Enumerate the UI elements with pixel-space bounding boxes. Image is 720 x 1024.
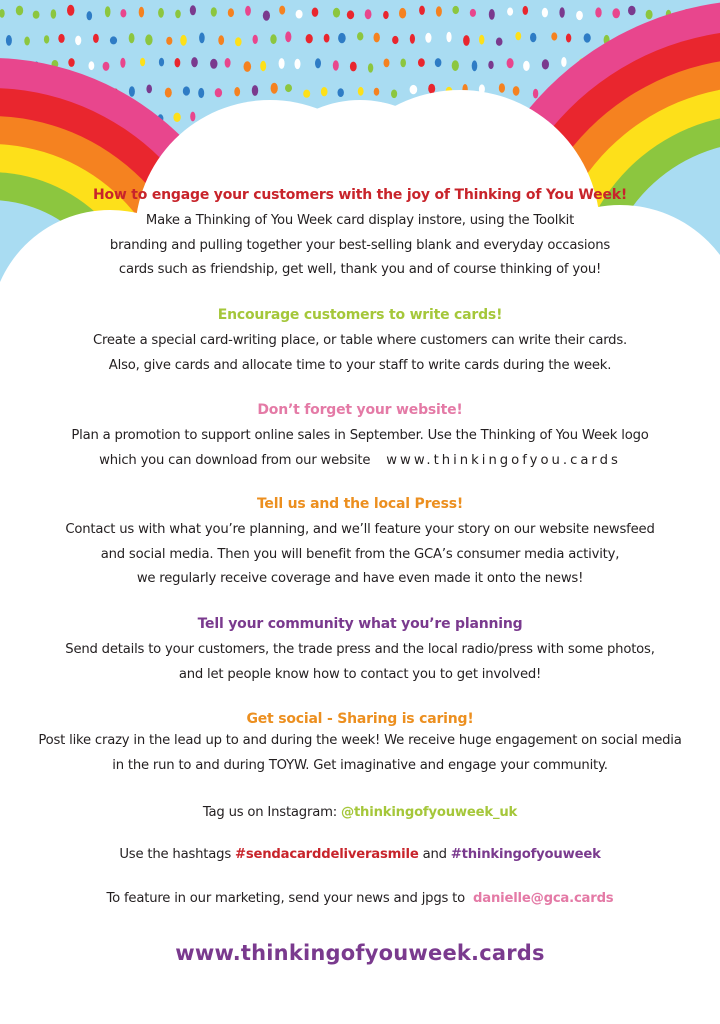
section-heading: Encourage customers to write cards! xyxy=(217,307,503,323)
body-line: cards such as friendship, get well, thank you and of course thinking of you! xyxy=(118,262,602,277)
body-line: Plan a promotion to support online sales in September. Use the Thinking of You Week logo xyxy=(71,428,649,443)
section-body xyxy=(20,518,700,592)
section-heading: How to engage your customers with the joy of Thinking of You Week! xyxy=(92,187,628,203)
hashtag-thinkingofyouweek[interactable]: #thinkingofyouweek xyxy=(450,847,601,862)
feature-prefix: To feature in our marketing, send your news and jpgs to xyxy=(106,891,466,906)
instagram-prefix: Tag us on Instagram: xyxy=(202,805,337,820)
section-heading: Get social - Sharing is caring! xyxy=(246,711,474,727)
section-social xyxy=(20,711,700,778)
body-line: and let people know how to contact you to get involved! xyxy=(178,666,542,682)
hashtags-prefix: Use the hashtags xyxy=(119,847,231,862)
section-body xyxy=(20,638,700,687)
section-body xyxy=(20,209,700,283)
body-line-text: which you can download from our website xyxy=(99,452,371,468)
section-community xyxy=(20,616,700,687)
website-link[interactable]: www.thinkingofyou.cards xyxy=(386,452,621,468)
section-website xyxy=(20,402,700,473)
section-press xyxy=(20,496,700,592)
instagram-line xyxy=(20,801,700,826)
section-body xyxy=(20,424,700,473)
section-engage xyxy=(20,187,700,283)
hashtags-joiner: and xyxy=(422,847,447,862)
feature-line xyxy=(20,887,700,912)
hashtags-line xyxy=(20,843,700,868)
body-line: we regularly receive coverage and have even made it onto the news! xyxy=(136,571,584,586)
body-line: Create a special card-writing place, or table where customers can write their cards. xyxy=(92,333,628,348)
body-line: Make a Thinking of You Week card display instore, using the Toolkit xyxy=(145,213,575,228)
body-line: Also, give cards and allocate time to your staff to write cards during the week. xyxy=(108,357,612,373)
body-line: and social media. Then you will benefit from the GCA’s consumer media activity, xyxy=(100,546,620,562)
body-line: branding and pulling together your best-selling blank and everyday occasions xyxy=(109,237,611,253)
hashtag-sendacard[interactable]: #sendacarddeliverasmile xyxy=(234,847,419,862)
body-line: Send details to your customers, the trade press and the local radio/press with some photos, xyxy=(65,642,655,657)
body-line: Post like crazy in the lead up to and during the week! We receive huge engagement on social media xyxy=(38,733,682,748)
body-line xyxy=(20,449,700,474)
body-line: Contact us with what you’re planning, and we’ll feature your story on our website newsfeed xyxy=(65,522,655,537)
section-heading: Tell your community what you’re planning xyxy=(197,616,523,632)
email-link[interactable]: danielle@gca.cards xyxy=(473,891,614,906)
body-line: in the run to and during TOYW. Get imaginative and engage your community. xyxy=(112,757,608,773)
section-body xyxy=(20,329,700,378)
section-heading: Don’t forget your website! xyxy=(257,402,463,418)
section-encourage xyxy=(20,307,700,378)
footer-website-link[interactable]: www.thinkingofyouweek.cards xyxy=(175,941,545,965)
section-body xyxy=(20,729,700,778)
instagram-handle-link[interactable]: @thinkingofyouweek_uk xyxy=(340,805,518,820)
section-heading: Tell us and the local Press! xyxy=(256,496,464,512)
